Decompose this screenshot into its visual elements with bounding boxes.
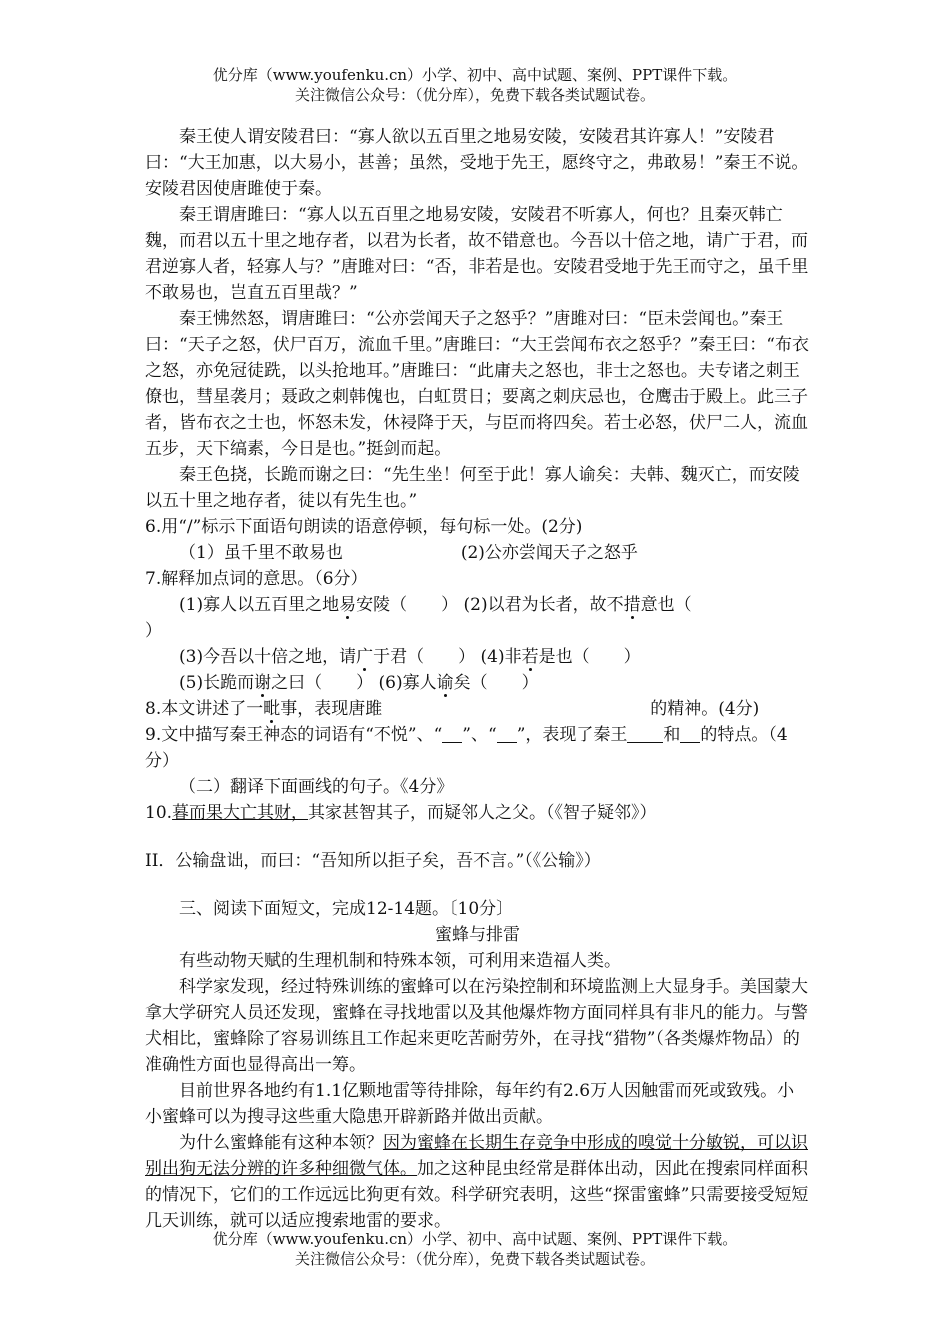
q10-rest: 其家甚智其子，而疑邻人之父。（《智子疑邻》） [308,803,657,823]
q8-text-3: 的精神。(4分) [650,699,760,719]
q9-text-5: 的特点。（4分） [145,725,788,771]
q7-item-2-text: (2)以君为长者，故不 [463,595,624,615]
q10-number: 10. [145,803,173,823]
question-6-item-1: （1）虽千里不敢易也 [179,543,343,563]
footer-line-2: 关注微信公众号：（优分库），免费下载各类试题试卷。 [294,1250,655,1268]
q7-item-5-text: (5)长跪而 [179,673,255,693]
emphasis-dot-word: 若 [521,647,539,667]
question-8 [145,696,810,722]
article-p4-rest: 加之这种昆虫经常是群体出动，因此在搜索同样面积的情况下，它们的工作远远比狗更有效。科学研究表明，这些“探雷蜜蜂”只需要接受短短几天训练，就可以适应搜索地雷的要求。 [145,1159,809,1231]
emphasis-dot-word: 易 [339,595,357,615]
article-paragraph-2: 科学家发现，经过特殊训练的蜜蜂可以在污染控制和环境监测上大显身手。美国蒙大拿大学研究人员还发现，蜜蜂在寻找地雷以及其他爆炸物方面同样具有非凡的能力。与警犬相比，蜜蜂除了容易训练且工作起来更吃苦耐劳外，在寻找“猎物”（各类爆炸物品）的准确性方面也显得高出一筹。 [145,977,808,1075]
section-3-title: 三、阅读下面短文，完成12-14题。〔10分〕 [179,899,514,919]
section-2-title: （二）翻译下面画线的句子。《4分》 [179,777,454,797]
question-7-stem: 7.解释加点词的意思。（6分） [145,569,368,589]
q7-item-1-blank: 安陵（ ） [356,595,459,615]
page-footer [0,1229,950,1269]
passage-paragraph-3: 秦王怫然怒，谓唐雎曰：“公亦尝闻天子之怒乎？”唐雎对曰：“臣未尝闻也。”秦王曰：“天子之怒，伏尸百万，流血千里。”唐雎曰：“大王尝闻布衣之怒乎？”秦王曰：“布衣之怒，亦免冠徒跣，以头抢地耳。”唐雎曰：“此庸夫之怒也，非士之怒也。夫专诸之刺王僚也，彗星袭月；聂政之刺韩傀也，白虹贯日；要离之刺庆忌也，仓鹰击于殿上。此三子者，皆布衣之士也，怀怒未发，休祲降于天，与臣而将四矣。若士必怒，伏尸二人，流血五步，天下缟素，今日是也。”挺剑而起。 [145,309,809,459]
q10-underlined-sentence: 暮而果大亡其财， [172,803,309,823]
article-title: 蜜蜂与排雷 [435,925,520,945]
emphasis-dot-word: 谢 [254,673,272,693]
q7-item-4-blank: 是也（ ） [538,647,641,667]
emphasis-dot-word: 毗 [263,699,281,719]
question-7-row-3 [145,670,810,696]
passage-paragraph-4: 秦王色挠，长跪而谢之曰：“先生坐！何至于此！寡人谕矣：夫韩、魏灭亡，而安陵以五十里之地存者，徒以有先生也。” [145,465,800,511]
article-paragraph-1: 有些动物天赋的生理机制和特殊本领，可利用来造福人类。 [179,951,621,971]
q7-item-6-blank: 矣（ ） [453,673,539,693]
emphasis-dot-word: 措 [623,595,641,615]
header-line-1: 优分库（www.youfenku.cn）小学、初中、高中试题、案例、PPT课件下载。 [212,66,738,84]
q9-blank-1 [442,725,462,743]
question-7-row-2 [145,644,810,670]
q7-item-3-text: (3)今吾以十倍之地，请 [179,647,357,667]
q9-blank-4 [680,725,700,743]
emphasis-dot-word: 谕 [436,673,454,693]
q7-item-1-text: (1)寡人以五百里之地 [179,595,340,615]
q8-text-1: 8.本文讲述了一 [145,699,264,719]
q7-item-5-blank: 之曰（ ） [271,673,374,693]
question-11: II．公输盘诎，而曰：“吾知所以拒子矣，吾不言。”（《公输》） [145,851,601,871]
q8-text-2: 事，表现唐雎 [280,699,383,719]
question-9 [145,722,810,774]
q9-text-1: 9.文中描写秦王神态的词语有“不悦”、“ [145,725,443,745]
q9-blank-2 [497,725,517,743]
question-6-stem: 6.用“/”标示下面语句朗读的语意停顿，每句标一处。(2分) [145,517,583,537]
q9-blank-3 [627,725,663,743]
article-p4-question: 为什么蜜蜂能有这种本领？ [179,1133,383,1153]
q7-item-4-text: (4)非 [480,647,522,667]
header-line-2: 关注微信公众号：（优分库），免费下载各类试题试卷。 [294,86,655,104]
page-header [0,65,950,105]
document-body [145,124,810,1234]
footer-line-1: 优分库（www.youfenku.cn）小学、初中、高中试题、案例、PPT课件下载。 [212,1230,738,1248]
q9-text-2: ”、“ [462,725,497,745]
passage-paragraph-1: 秦王使人谓安陵君曰：“寡人欲以五百里之地易安陵，安陵君其许寡人！”安陵君曰：“大王加惠，以大易小，甚善；虽然，受地于先王，愿终守之，弗敢易！”秦王不说。安陵君因使唐雎使于秦。 [145,127,809,199]
article-paragraph-4 [145,1130,810,1234]
emphasis-dot-word: 广 [356,647,374,667]
q9-text-4: 和 [663,725,681,745]
q7-item-2-blank: 意也（ [640,595,692,615]
question-10 [145,800,810,826]
question-6-items [145,540,810,566]
article-paragraph-3: 目前世界各地约有1.1亿颗地雷等待排除，每年约有2.6万人因触雷而死或致残。小小蜜蜂可以为搜寻这些重大隐患开辟新路并做出贡献。 [145,1081,795,1127]
article-p4-underlined: 因为蜜蜂在长期生存竞争中形成的嗅觉十分敏锐，可以识别出狗无法分辨的许多种细微气体。 [145,1133,808,1179]
question-6-item-2: (2)公亦尝闻天子之怒乎 [460,543,638,563]
passage-paragraph-2: 秦王谓唐雎曰：“寡人以五百里之地易安陵，安陵君不听寡人，何也？且秦灭韩亡魏，而君以五十里之地存者，以君为长者，故不错意也。今吾以十倍之地，请广于君，而君逆寡人者，轻寡人与？”唐雎对曰：“否，非若是也。安陵君受地于先王而守之，虽千里不敢易也，岂直五百里哉？” [145,205,809,303]
q7-item-3-blank: 于君（ ） [373,647,476,667]
q9-text-3: ”，表现了秦王 [516,725,628,745]
question-7-row-1-wrap: ） [145,621,162,641]
question-7-row-1 [145,592,810,618]
q7-item-6-text: (6)寡人 [378,673,437,693]
